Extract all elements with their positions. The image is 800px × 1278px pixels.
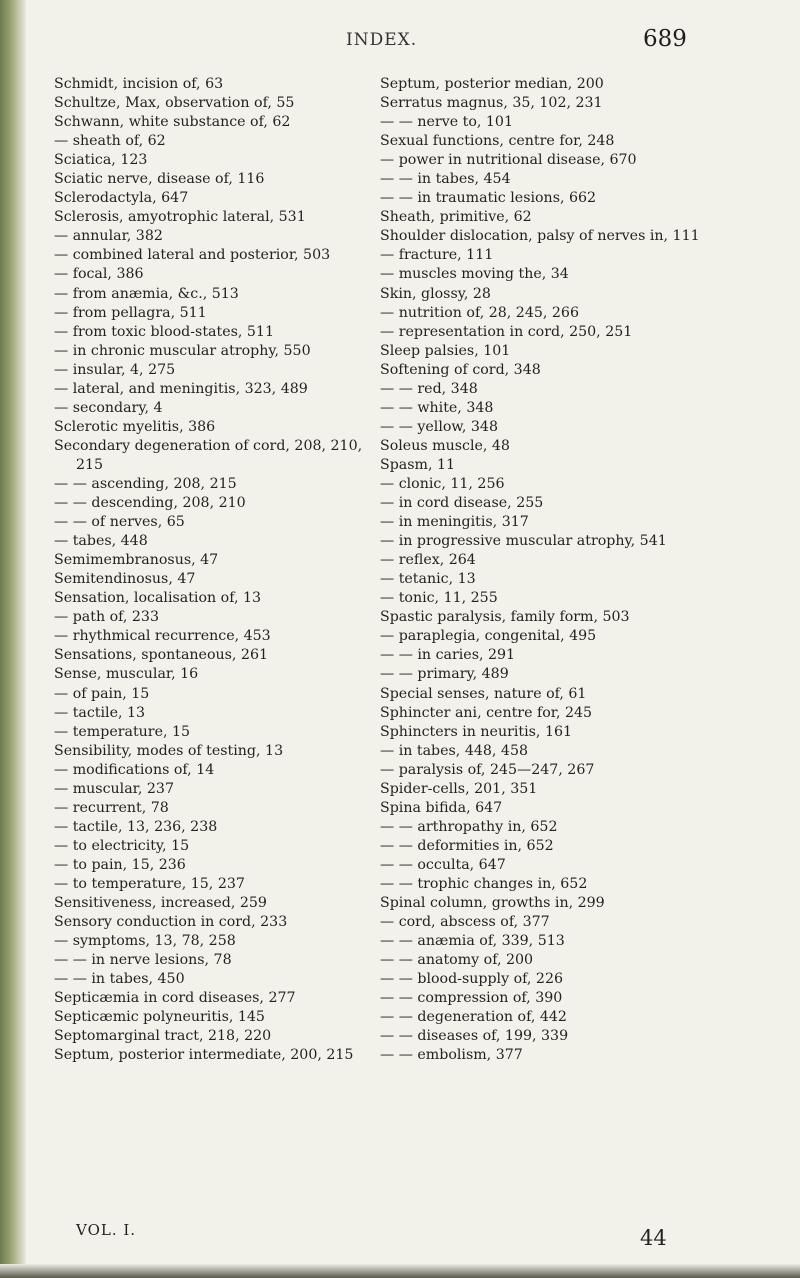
- index-entry: Sensation, localisation of, 13: [54, 590, 262, 607]
- index-entry: Septomarginal tract, 218, 220: [54, 1028, 272, 1045]
- index-entry: — — diseases of, 199, 339: [380, 1028, 569, 1045]
- index-entry: — from anæmia, &c., 513: [54, 285, 239, 302]
- index-entry: Spinal column, growths in, 299: [380, 895, 605, 912]
- index-entry: — muscular, 237: [54, 780, 174, 797]
- page-bottom-edge: [0, 1264, 800, 1278]
- index-entry: Softening of cord, 348: [380, 361, 541, 378]
- index-entry: Sciatic nerve, disease of, 116: [54, 171, 265, 188]
- index-entry: Serratus magnus, 35, 102, 231: [380, 95, 603, 112]
- index-entry: Semitendinosus, 47: [54, 571, 196, 588]
- index-entry: — — descending, 208, 210: [54, 495, 246, 512]
- index-entry: — — in caries, 291: [380, 647, 516, 664]
- index-entry: — fracture, 111: [380, 247, 494, 264]
- index-entry: — from toxic blood-states, 511: [54, 323, 274, 340]
- index-entry: — in tabes, 448, 458: [380, 742, 528, 759]
- index-entry: — to pain, 15, 236: [54, 856, 186, 873]
- index-entry: — muscles moving the, 34: [380, 266, 569, 283]
- index-entry: — — anæmia of, 339, 513: [380, 933, 565, 950]
- index-entry: — — nerve to, 101: [380, 114, 513, 131]
- index-entry: — representation in cord, 250, 251: [380, 323, 633, 340]
- index-entry: — in progressive muscular atrophy, 541: [380, 533, 667, 550]
- index-entry: — tactile, 13: [54, 704, 146, 721]
- index-entry: Sense, muscular, 16: [54, 666, 199, 683]
- index-entry: — reflex, 264: [380, 552, 476, 569]
- index-entry: — — embolism, 377: [380, 1047, 523, 1064]
- index-entry: — — in nerve lesions, 78: [54, 952, 232, 969]
- index-entry: Special senses, nature of, 61: [380, 685, 587, 702]
- index-column-left: [54, 75, 376, 1065]
- index-entry: — — yellow, 348: [380, 418, 498, 435]
- index-entry: Septicæmia in cord diseases, 277: [54, 990, 296, 1007]
- index-entry: — — occulta, 647: [380, 856, 506, 873]
- index-entry: — tonic, 11, 255: [380, 590, 498, 607]
- index-entry: — in meningitis, 317: [380, 514, 529, 531]
- index-entry: — from pellagra, 511: [54, 304, 207, 321]
- index-entry: — — compression of, 390: [380, 990, 563, 1007]
- index-entry: Sclerodactyla, 647: [54, 190, 189, 207]
- index-entry: Secondary degeneration of cord, 208, 210,: [54, 437, 363, 454]
- index-entry: Shoulder dislocation, palsy of nerves in, 111: [380, 228, 700, 245]
- index-entry: Spider-cells, 201, 351: [380, 780, 538, 797]
- index-entry: — — in tabes, 450: [54, 971, 185, 988]
- index-entry: — in chronic muscular atrophy, 550: [54, 342, 311, 359]
- index-entry: — tetanic, 13: [380, 571, 476, 588]
- index-entry: — — in traumatic lesions, 662: [380, 190, 597, 207]
- page-header: [0, 20, 800, 50]
- page-number: 689: [643, 26, 687, 52]
- index-entry: — — in tabes, 454: [380, 171, 511, 188]
- index-entry: Spastic paralysis, family form, 503: [380, 609, 630, 626]
- index-entry: — — blood-supply of, 226: [380, 971, 564, 988]
- index-entry: — clonic, 11, 256: [380, 475, 505, 492]
- index-entry: Septum, posterior intermediate, 200, 215: [54, 1047, 354, 1064]
- index-entry: — path of, 233: [54, 609, 159, 626]
- index-entry: — paraplegia, congenital, 495: [380, 628, 597, 645]
- index-entry: — — of nerves, 65: [54, 514, 185, 531]
- index-entry: — temperature, 15: [54, 723, 191, 740]
- index-entry: Schmidt, incision of, 63: [54, 76, 224, 92]
- index-entry: Sensory conduction in cord, 233: [54, 914, 288, 931]
- index-entry: Septicæmic polyneuritis, 145: [54, 1009, 265, 1026]
- index-entry: — nutrition of, 28, 245, 266: [380, 304, 579, 321]
- index-entry: — — deformities in, 652: [380, 837, 554, 854]
- index-entry: Schwann, white substance of, 62: [54, 114, 291, 131]
- index-entry: Sleep palsies, 101: [380, 342, 511, 359]
- running-title: INDEX.: [346, 30, 418, 50]
- index-entry: — sheath of, 62: [54, 133, 166, 150]
- signature-mark: 44: [640, 1226, 667, 1250]
- index-entry: — annular, 382: [54, 228, 163, 245]
- index-entry: — secondary, 4: [54, 399, 163, 416]
- index-entry: — modifications of, 14: [54, 761, 215, 778]
- index-entry: Sclerosis, amyotrophic lateral, 531: [54, 209, 306, 226]
- index-entry: Schultze, Max, observation of, 55: [54, 95, 295, 112]
- index-entry: — symptoms, 13, 78, 258: [54, 933, 236, 950]
- index-entry: — — trophic changes in, 652: [380, 875, 588, 892]
- index-entry: — to temperature, 15, 237: [54, 875, 245, 892]
- index-entry: — insular, 4, 275: [54, 361, 176, 378]
- index-entry: — paralysis of, 245—247, 267: [380, 761, 595, 778]
- index-entry: — — arthropathy in, 652: [380, 818, 558, 835]
- index-entry: — — primary, 489: [380, 666, 509, 683]
- index-entry: — rhythmical recurrence, 453: [54, 628, 271, 645]
- volume-label: VOL. I.: [76, 1221, 137, 1239]
- index-entry: — — anatomy of, 200: [380, 952, 534, 969]
- index-entry: — focal, 386: [54, 266, 144, 283]
- index-column-right: [380, 75, 785, 1065]
- index-entry: Spasm, 11: [380, 456, 456, 473]
- index-entry: Septum, posterior median, 200: [380, 76, 604, 92]
- index-entry: Sheath, primitive, 62: [380, 209, 532, 226]
- index-entry: Sclerotic myelitis, 386: [54, 418, 216, 435]
- index-entry: — — degeneration of, 442: [380, 1009, 567, 1026]
- index-entry: — to electricity, 15: [54, 837, 190, 854]
- index-entry: — power in nutritional disease, 670: [380, 152, 637, 169]
- index-entry: 215: [76, 456, 104, 473]
- index-entry: — — white, 348: [380, 399, 494, 416]
- index-entry: Sensitiveness, increased, 259: [54, 895, 267, 912]
- index-entry: — — red, 348: [380, 380, 478, 397]
- index-entry: — tactile, 13, 236, 238: [54, 818, 218, 835]
- index-entry: Soleus muscle, 48: [380, 437, 510, 454]
- index-entry: Sexual functions, centre for, 248: [380, 133, 615, 150]
- index-entry: — lateral, and meningitis, 323, 489: [54, 380, 308, 397]
- index-entry: — cord, abscess of, 377: [380, 914, 550, 931]
- index-entry: Skin, glossy, 28: [380, 285, 491, 302]
- index-entry: Sensations, spontaneous, 261: [54, 647, 269, 664]
- index-entry: Semimembranosus, 47: [54, 552, 219, 569]
- index-entry: — tabes, 448: [54, 533, 148, 550]
- index-entry: Spina bifida, 647: [380, 799, 503, 816]
- index-entry: — — ascending, 208, 215: [54, 475, 237, 492]
- index-entry: Sphincter ani, centre for, 245: [380, 704, 593, 721]
- index-entry: Sphincters in neuritis, 161: [380, 723, 573, 740]
- index-entry: Sensibility, modes of testing, 13: [54, 742, 284, 759]
- index-entry: — of pain, 15: [54, 685, 150, 702]
- index-entry: — in cord disease, 255: [380, 495, 544, 512]
- index-entry: Sciatica, 123: [54, 152, 148, 169]
- page-binding-edge: [0, 0, 26, 1278]
- index-entry: — recurrent, 78: [54, 799, 169, 816]
- index-entry: — combined lateral and posterior, 503: [54, 247, 331, 264]
